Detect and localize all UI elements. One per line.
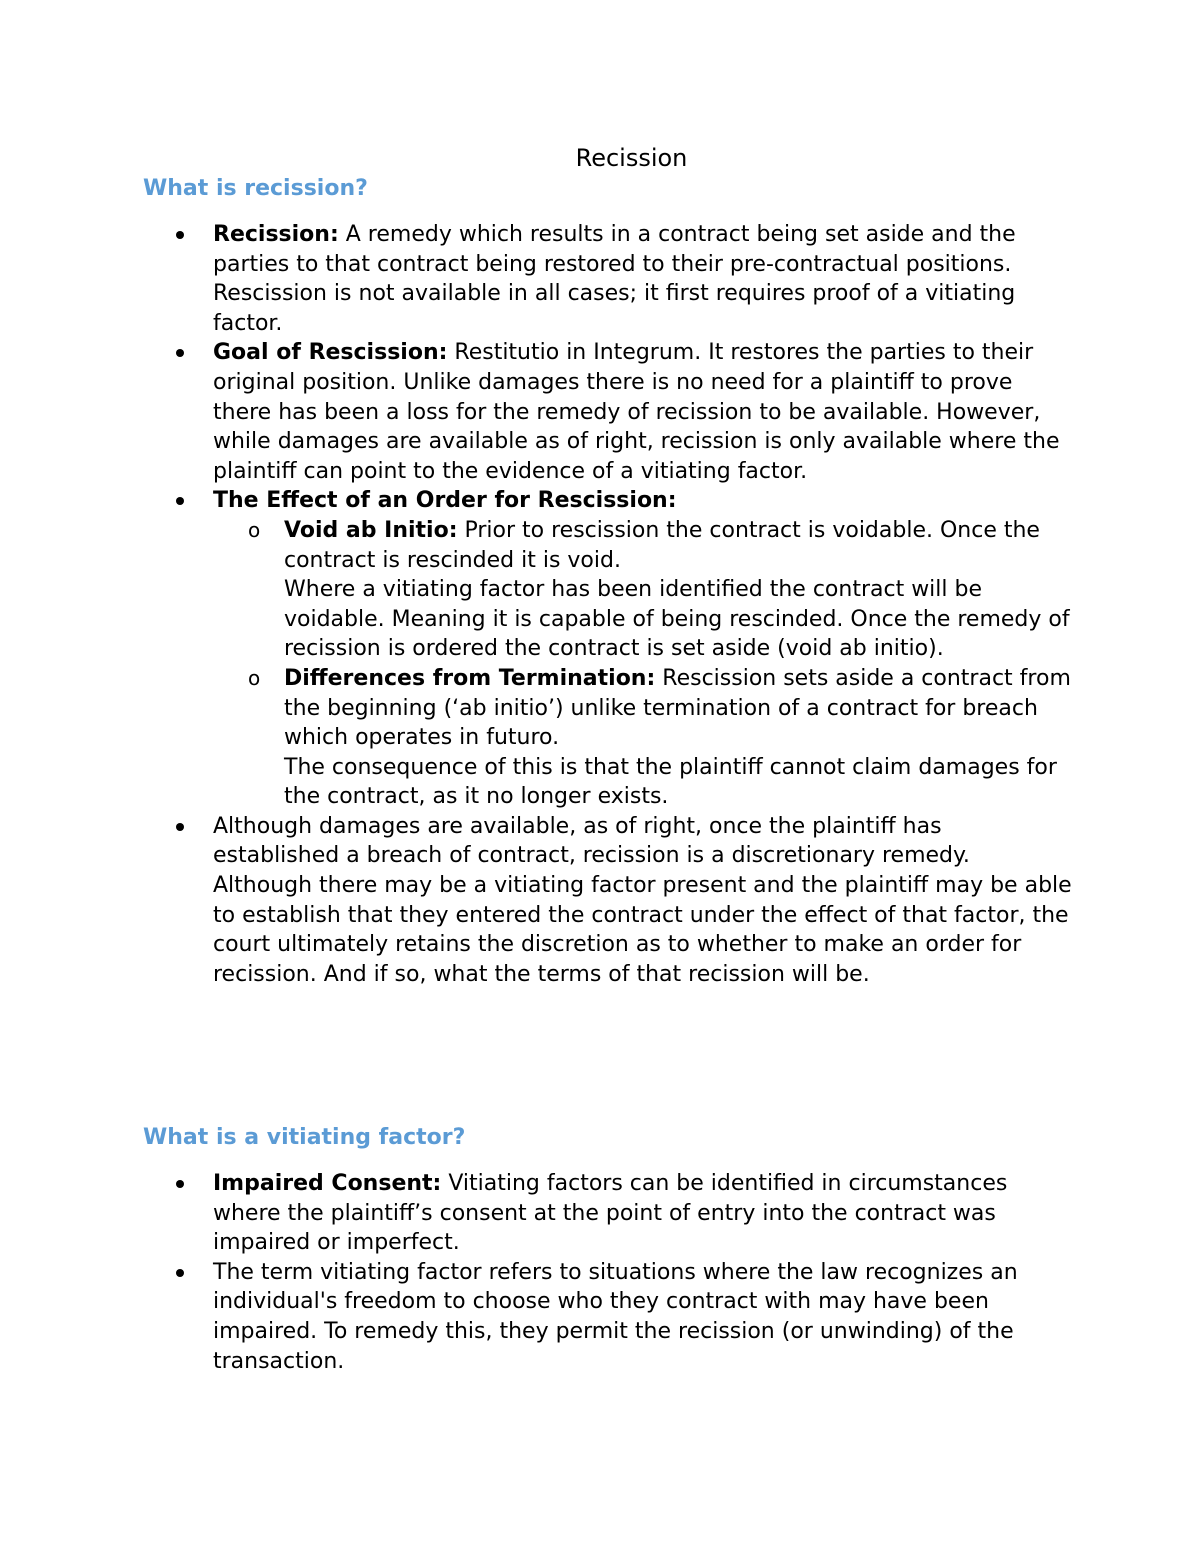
bullet-icon — [176, 497, 184, 505]
list-item-impaired-consent — [143, 1169, 1073, 1258]
term-label: Void ab Initio: — [284, 517, 458, 543]
term-label: Impaired Consent: — [213, 1171, 442, 1196]
item-text: A remedy which results in a contract being set aside and the parties to that contract being restored to their pre-contractual positions. Rescission is not available in all cases; it first requires proof of a vitiating factor. — [213, 222, 1016, 336]
item-text: Rescission sets aside a contract from the beginning (‘ab initio’) unlike termination of a contract for breach which operates in futuro. — [284, 665, 1071, 751]
hollow-bullet-icon: o — [248, 665, 261, 690]
bullet-icon — [176, 823, 184, 831]
list-item-discretionary-remedy — [143, 812, 1073, 990]
item-text: Prior to rescission the contract is voidable. Once the contract is rescinded it is void. — [284, 517, 1040, 573]
item-text: Vitiating factors can be identified in circumstances where the plaintiff’s consent at the point of entry into the contract was impaired or imperfect. — [213, 1171, 1008, 1256]
bullet-icon — [176, 231, 184, 239]
section-heading-what-is-recission: What is recission? — [143, 176, 368, 201]
term-label: Goal of Rescission: — [213, 340, 448, 366]
list-item-recission-definition — [143, 220, 1073, 338]
bullet-icon — [176, 349, 184, 357]
section1-bullet-list — [143, 220, 1073, 989]
term-label: Differences from Termination: — [284, 665, 656, 691]
term-label: The Effect of an Order for Rescission: — [213, 488, 677, 514]
item-extra-text: Where a vitiating factor has been identified the contract will be voidable. Meaning it is capable of being rescinded. Once the remedy of recission is ordered the contract is set aside (void ab initio). — [284, 577, 1070, 662]
bullet-icon — [176, 1269, 184, 1277]
hollow-bullet-icon: o — [248, 517, 261, 542]
sublist-item-differences-from-termination — [143, 664, 1073, 812]
effect-sublist — [143, 516, 1073, 812]
item-text: Restitutio in Integrum. It restores the parties to their original position. Unlike damages there is no need for a plaintiff to prove there has been a loss for the remedy of recission to be available. However, while damages are available as of right, recission is only available where the plaintiff can point to the evidence of a vitiating factor. — [213, 340, 1060, 484]
document-title: Recission — [575, 144, 688, 172]
list-item-vitiating-factor-definition — [143, 1258, 1073, 1376]
section-heading-what-is-a-vitiating-factor: What is a vitiating factor? — [143, 1125, 466, 1150]
list-item-effect-of-order — [143, 486, 1073, 812]
sublist-item-void-ab-initio — [143, 516, 1073, 664]
term-label: Recission: — [213, 222, 339, 247]
section2-bullet-list — [143, 1169, 1073, 1376]
item-extra-text: The consequence of this is that the plaintiff cannot claim damages for the contract, as it no longer exists. — [284, 754, 1057, 810]
list-item-goal-of-rescission — [143, 338, 1073, 486]
bullet-icon — [176, 1180, 184, 1188]
item-text: The term vitiating factor refers to situations where the law recognizes an individual's freedom to choose who they contract with may have been impaired. To remedy this, they permit the recission (or unwinding) of the transaction. — [213, 1259, 1018, 1374]
item-text: Although damages are available, as of right, once the plaintiff has established a breach of contract, recission is a discretionary remedy. Although there may be a vitiating factor present and the plaintiff may be able to establish that they entered the contract under the effect of that factor, the court ultimately retains the discretion as to whether to make an order for recission. And if so, what the terms of that recission will be. — [213, 813, 1072, 987]
